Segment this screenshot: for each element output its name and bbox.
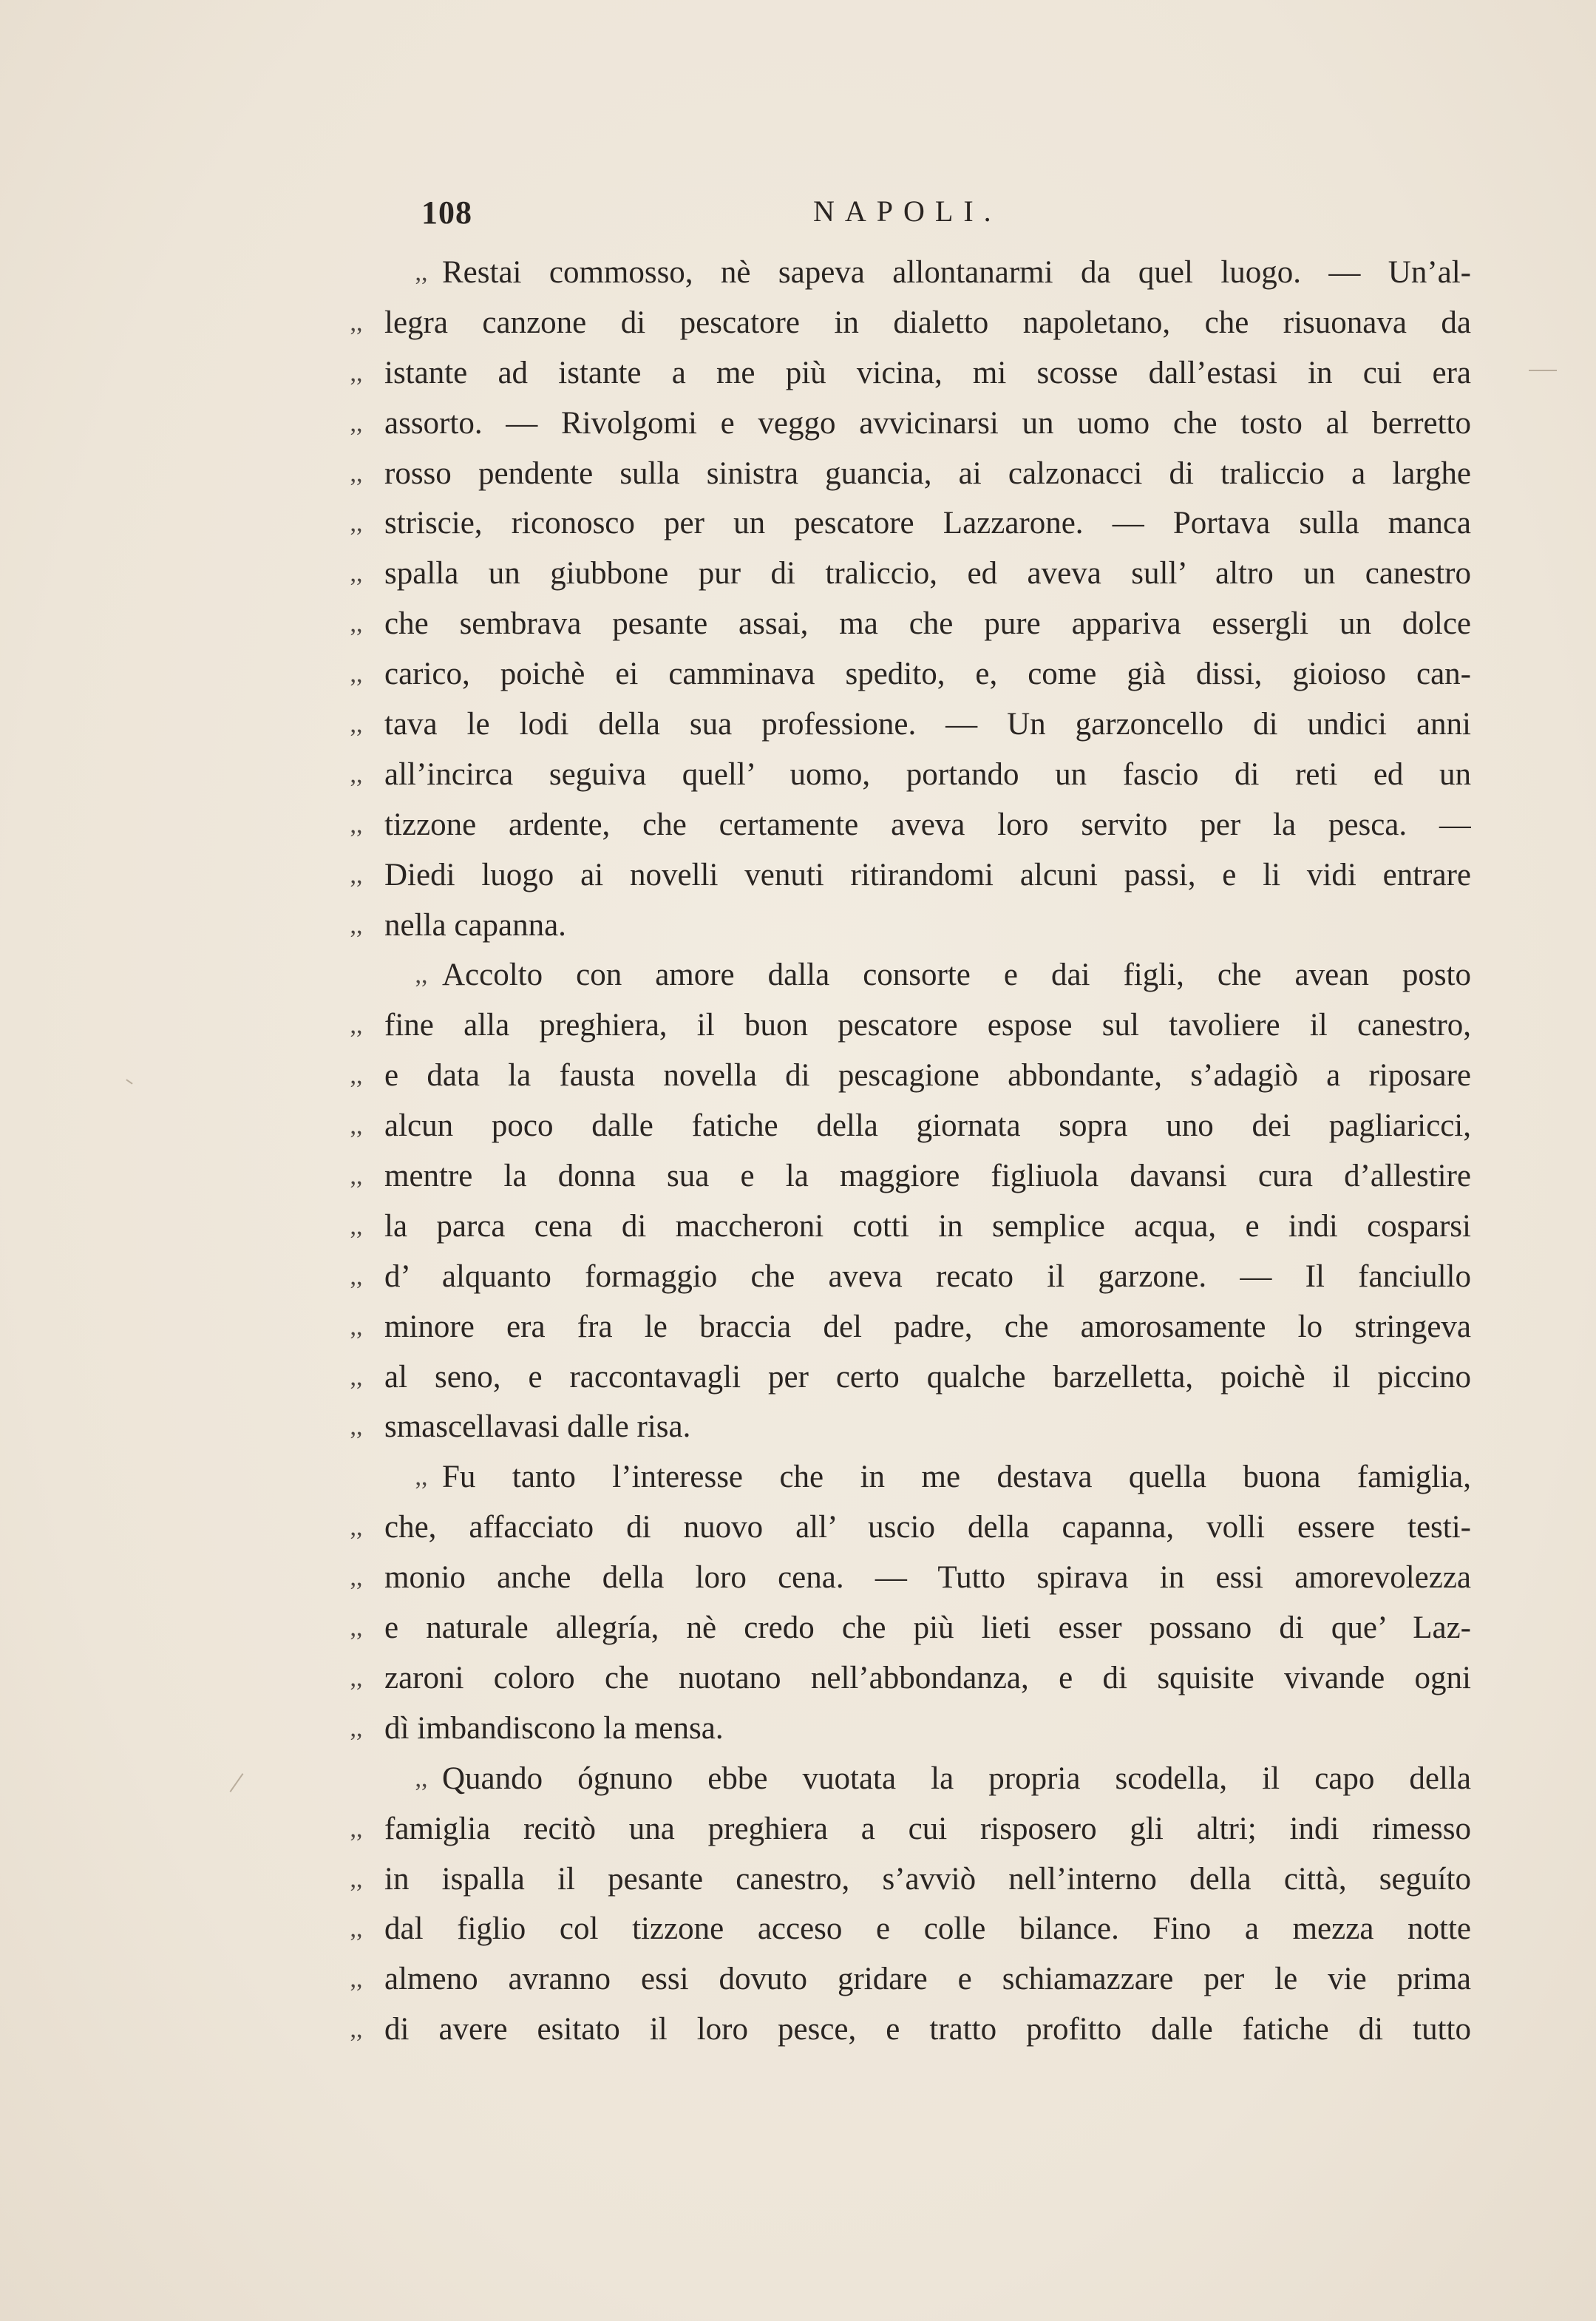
line-text: nella capanna. <box>384 907 566 943</box>
running-title: NAPOLI. <box>813 194 1002 228</box>
text-line <box>333 1202 1501 1252</box>
text-line <box>333 1603 1501 1653</box>
text-line <box>333 1754 1501 1804</box>
line-text: Accolto con amore dalla consorte e dai figli, che avean posto <box>442 958 1471 993</box>
text-line <box>333 1502 1501 1553</box>
line-text: monio anche della loro cena. — Tutto spirava in essi amorevolezza <box>384 1560 1471 1596</box>
text-line <box>333 901 1501 951</box>
text-line <box>333 399 1501 449</box>
quote-mark: ,, <box>350 1262 363 1290</box>
quote-mark: ,, <box>415 961 428 989</box>
text-line <box>333 1804 1501 1854</box>
quote-mark: ,, <box>350 610 363 638</box>
quote-mark: ,, <box>350 1212 363 1240</box>
quote-mark: ,, <box>350 810 363 838</box>
text-line <box>333 850 1501 901</box>
line-text: Restai commosso, nè sapeva allontanarmi da quel luogo. — Un’al- <box>442 255 1471 290</box>
quote-mark: ,, <box>415 1764 428 1792</box>
line-text: famiglia recitò una preghiera a cui risposero gli altri; indi rimesso <box>384 1811 1471 1846</box>
line-text: dal figlio col tizzone acceso e colle bilance. Fino a mezza notte <box>384 1911 1471 1947</box>
quote-mark: ,, <box>350 1413 363 1441</box>
text-line <box>333 649 1501 699</box>
line-text: che sembrava pesante assai, ma che pure appariva essergli un dolce <box>384 606 1471 642</box>
line-text: fine alla preghiera, il buon pescatore espose sul tavoliere il canestro, <box>384 1008 1471 1043</box>
text-line <box>333 750 1501 800</box>
text-line <box>333 298 1501 348</box>
text-line <box>333 1854 1501 1905</box>
quote-mark: ,, <box>350 1915 363 1943</box>
line-text: Diedi luogo ai novelli venuti ritirandomi alcuni passi, e li vidi entrare <box>384 857 1471 892</box>
text-line <box>333 1704 1501 1754</box>
line-text: alcun poco dalle fatiche della giornata sopra uno dei pagliaricci, <box>384 1108 1471 1144</box>
quote-mark: ,, <box>350 760 363 788</box>
quote-mark: ,, <box>350 1514 363 1542</box>
quote-mark: ,, <box>350 861 363 889</box>
quote-mark: ,, <box>350 1564 363 1592</box>
line-text: d’ alquanto formaggio che aveva recato il garzone. — Il fanciullo <box>384 1258 1471 1294</box>
text-line <box>333 599 1501 649</box>
line-text: spalla un giubbone pur di traliccio, ed aveva sull’ altro un canestro <box>384 556 1471 592</box>
text-line <box>333 1000 1501 1051</box>
line-text: che, affacciato di nuovo all’ uscio della capanna, volli essere testi- <box>384 1510 1471 1545</box>
text-line <box>333 950 1501 1000</box>
quote-mark: ,, <box>350 509 363 538</box>
quote-mark: ,, <box>350 1062 363 1090</box>
line-text: tizzone ardente, che certamente aveva loro servito per la pesca. — <box>384 807 1471 842</box>
line-text: e data la fausta novella di pescagione abbondante, s’adagiò a riposare <box>384 1058 1471 1094</box>
line-text: la parca cena di maccheroni cotti in semplice acqua, e indi cosparsi <box>384 1208 1471 1244</box>
line-text: istante ad istante a me più vicina, mi scosse dall’estasi in cui era <box>384 355 1471 390</box>
text-line <box>333 699 1501 750</box>
text-line <box>333 549 1501 599</box>
quote-mark: ,, <box>350 308 363 336</box>
text-line <box>333 348 1501 399</box>
line-text: minore era fra le braccia del padre, che amorosamente lo stringeva <box>384 1309 1471 1344</box>
line-text: carico, poichè ei camminava spedito, e, come già dissi, gioioso can- <box>384 657 1471 692</box>
line-text: Fu tanto l’interesse che in me destava quella buona famiglia, <box>442 1460 1471 1495</box>
text-line <box>333 498 1501 549</box>
quote-mark: ,, <box>350 1614 363 1642</box>
text-line <box>333 1452 1501 1502</box>
line-text: Quando ógnuno ebbe vuotata la propria scodella, il capo della <box>442 1761 1471 1796</box>
text-line <box>333 1553 1501 1603</box>
line-text: in ispalla il pesante canestro, s’avviò nell’interno della città, seguíto <box>384 1861 1471 1897</box>
line-text: rosso pendente sulla sinistra guancia, ai calzonacci di traliccio a larghe <box>384 455 1471 491</box>
line-text: mentre la donna sua e la maggiore figliuola davansi cura d’allestire <box>384 1159 1471 1194</box>
text-line <box>333 1151 1501 1202</box>
text-line <box>333 2005 1501 2055</box>
text-line <box>333 1954 1501 2005</box>
line-text: striscie, riconosco per un pescatore Lazzarone. — Portava sulla manca <box>384 506 1471 541</box>
line-text: di avere esitato il loro pesce, e tratto profitto dalle fatiche di tutto <box>384 2012 1471 2047</box>
margin-tick-left <box>126 1079 132 1084</box>
page-number: 108 <box>421 194 472 231</box>
quote-mark: ,, <box>350 1112 363 1140</box>
line-text: tava le lodi della sua professione. — Un garzoncello di undici anni <box>384 707 1471 742</box>
quote-mark: ,, <box>350 1865 363 1893</box>
quote-mark: ,, <box>350 359 363 387</box>
quote-mark: ,, <box>350 409 363 437</box>
text-line <box>333 248 1501 298</box>
quote-mark: ,, <box>350 1312 363 1341</box>
text-line <box>333 449 1501 499</box>
margin-tick-left-lower <box>230 1773 244 1792</box>
line-text: legra canzone di pescatore in dialetto napoletano, che risuonava da <box>384 305 1471 340</box>
text-line <box>333 1653 1501 1704</box>
quote-mark: ,, <box>350 660 363 688</box>
line-text: all’incirca seguiva quell’ uomo, portando un fascio di reti ed un <box>384 756 1471 792</box>
text-line <box>333 1302 1501 1352</box>
text-line <box>333 1904 1501 1954</box>
text-line <box>333 1352 1501 1403</box>
quote-mark: ,, <box>350 1965 363 1993</box>
line-text: assorto. — Rivolgomi e veggo avvicinarsi un uomo che tosto al berretto <box>384 405 1471 441</box>
text-line <box>333 1252 1501 1302</box>
quote-mark: ,, <box>350 459 363 487</box>
quote-mark: ,, <box>415 259 428 286</box>
quote-mark: ,, <box>350 1162 363 1190</box>
text-line <box>333 800 1501 850</box>
text-line <box>333 1101 1501 1151</box>
quote-mark: ,, <box>350 1363 363 1391</box>
text-line <box>333 1051 1501 1101</box>
quote-mark: ,, <box>350 1012 363 1040</box>
quote-mark: ,, <box>350 1714 363 1742</box>
quote-mark: ,, <box>415 1463 428 1491</box>
line-text: al seno, e raccontavagli per certo qualche barzelletta, poichè il piccino <box>384 1359 1471 1395</box>
text-line <box>333 1402 1501 1452</box>
quote-mark: ,, <box>350 1664 363 1692</box>
body-text <box>333 248 1501 2055</box>
line-text: zaroni coloro che nuotano nell’abbondanza, e di squisite vivande ogni <box>384 1660 1471 1695</box>
line-text: smascellavasi dalle risa. <box>384 1409 691 1445</box>
quote-mark: ,, <box>350 911 363 939</box>
quote-mark: ,, <box>350 560 363 588</box>
line-text: almeno avranno essi dovuto gridare e schiamazzare per le vie prima <box>384 1962 1471 1997</box>
quote-mark: ,, <box>350 2016 363 2044</box>
quote-mark: ,, <box>350 1815 363 1843</box>
page-header <box>414 194 1486 238</box>
margin-tick-right <box>1529 370 1557 371</box>
line-text: dì imbandiscono la mensa. <box>384 1710 724 1746</box>
quote-mark: ,, <box>350 711 363 739</box>
line-text: e naturale allegría, nè credo che più lieti esser possano di que’ Laz- <box>384 1610 1471 1646</box>
